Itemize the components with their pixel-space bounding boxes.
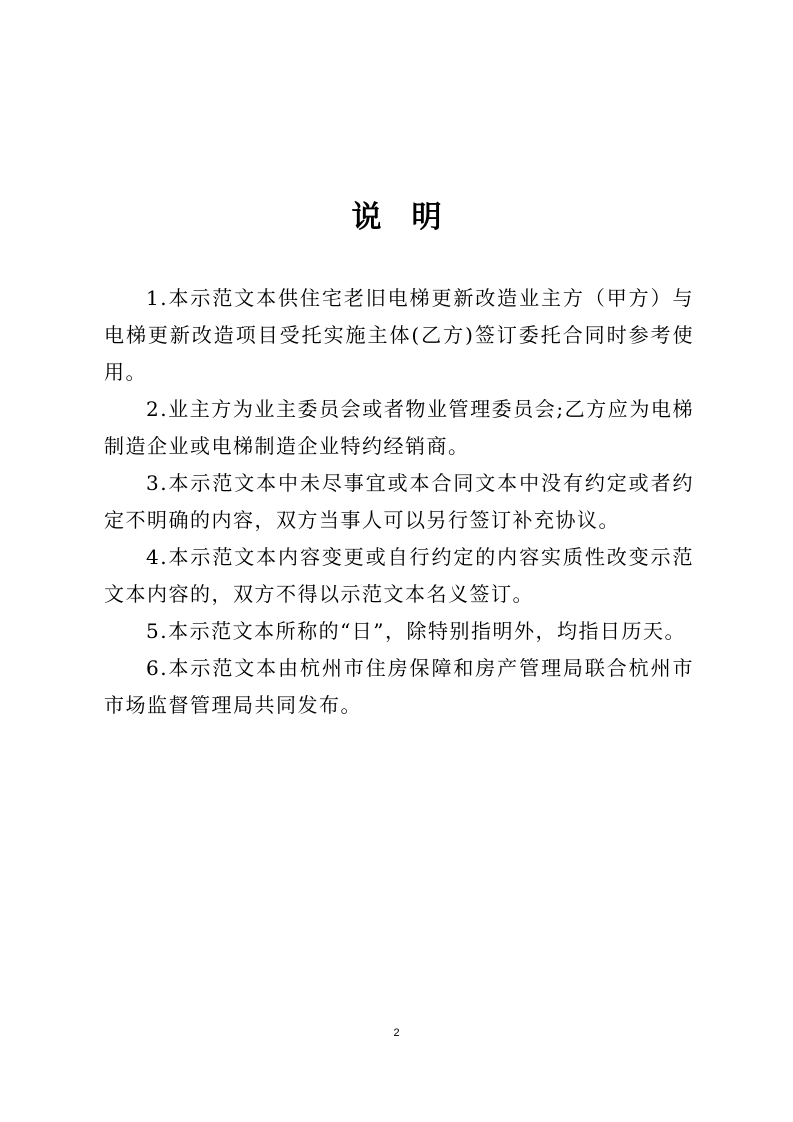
page-number: 2 [393, 1027, 400, 1039]
paragraph-4: 4.本示范文本内容变更或自行约定的内容实质性改变示范文本内容的，双方不得以示范文本名义签订。 [104, 545, 694, 606]
paragraph-6: 6.本示范文本由杭州市住房保障和房产管理局联合杭州市市场监督管理局共同发布。 [104, 656, 694, 717]
paragraph-5: 5.本示范文本所称的“日”，除特别指明外，均指日历天。 [146, 619, 687, 643]
paragraph-3: 3.本示范文本中未尽事宜或本合同文本中没有约定或者约定不明确的内容，双方当事人可以另行签订补充协议。 [104, 471, 694, 532]
paragraph-1: 1.本示范文本供住宅老旧电梯更新改造业主方（甲方）与电梯更新改造项目受托实施主体(乙方)签订委托合同时参考使用。 [104, 286, 694, 384]
instructions-body [104, 280, 694, 724]
page-title: 说明 [351, 200, 472, 235]
paragraph-2: 2.业主方为业主委员会或者物业管理委员会;乙方应为电梯制造企业或电梯制造企业特约经销商。 [104, 397, 694, 458]
